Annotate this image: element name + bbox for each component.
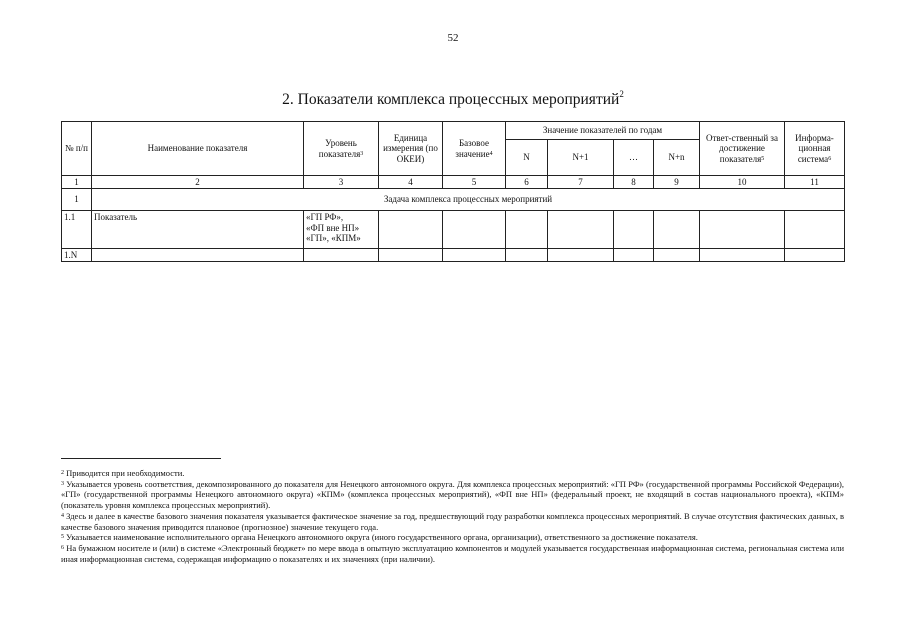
- row-cell: [92, 249, 304, 262]
- column-number: 2: [92, 176, 304, 189]
- header-level-text: Уровень показателя: [318, 138, 361, 159]
- section-title-footnote-ref: 2: [619, 89, 624, 99]
- footnote-marker: 2: [61, 470, 64, 476]
- footnote-divider: [61, 458, 221, 459]
- column-number: 1: [62, 176, 92, 189]
- row-cell: [443, 249, 506, 262]
- header-base-text: Базовое значение: [455, 138, 490, 159]
- header-years-group: Значение показателей по годам: [506, 122, 700, 140]
- task-row-text: Задача комплекса процессных мероприятий: [92, 189, 845, 211]
- indicators-table: [61, 121, 845, 262]
- header-year-n1: N+1: [548, 140, 614, 176]
- header-base-footnote-ref: 4: [489, 150, 493, 157]
- footnote-marker: 6: [61, 544, 64, 551]
- footnote-text: Здесь и далее в качестве базового значения показателя указывается фактическое значение за год, предшествующий году разработки комплекса процессных мероприятий. В случае отсутствия фактических данных, в качестве базового значения приводится плановое (прогнозное) значение текущего года.: [61, 510, 844, 532]
- task-row-num: 1: [62, 189, 92, 211]
- header-num: № п/п: [62, 122, 92, 176]
- row-cell: [614, 249, 654, 262]
- footnote: [61, 511, 844, 532]
- header-info-system-text: Информа-ционная система: [795, 132, 834, 164]
- header-level: [304, 122, 379, 176]
- table-row: [62, 249, 845, 262]
- row-num: 1.1: [62, 211, 92, 249]
- row-level: [304, 211, 379, 249]
- column-number: 5: [443, 176, 506, 189]
- footnote-text: Приводится при необходимости.: [66, 468, 185, 478]
- row-level-line: «ГП РФ»,: [306, 212, 344, 222]
- row-num: 1.N: [62, 249, 92, 262]
- section-title: [0, 91, 906, 109]
- footnote-text: Указывается уровень соответствия, декомпозированного до показателя для Ненецкого автономного округа. Для комплекса процессных мероприятий: «ГП РФ» (государственной программы Российской Федерации), «ГП» (государственной программы Ненецкого автономного округа) «КПМ» (комплекса процессных мероприятий), «ФП вне НП» (федеральный проект, не входящий в состав национального проекта), «КПМ» (показатель уровня комплекса процессных мероприятий).: [61, 478, 844, 511]
- footnotes: [61, 458, 844, 564]
- column-number: 6: [506, 176, 548, 189]
- row-cell: [700, 211, 785, 249]
- header-base: [443, 122, 506, 176]
- row-cell: [304, 249, 379, 262]
- header-year-dots: …: [614, 140, 654, 176]
- row-cell: [654, 211, 700, 249]
- footnote-marker: 5: [61, 534, 64, 541]
- table-row: [62, 211, 845, 249]
- header-responsible: [700, 122, 785, 176]
- column-number: 11: [785, 176, 845, 189]
- row-cell: [785, 211, 845, 249]
- column-number: 10: [700, 176, 785, 189]
- section-title-text: 2. Показатели комплекса процессных мероприятий: [282, 91, 620, 108]
- column-number-row: [62, 176, 845, 189]
- row-indicator-name: Показатель: [92, 211, 304, 249]
- column-number: 3: [304, 176, 379, 189]
- row-cell: [700, 249, 785, 262]
- footnote: [61, 479, 844, 511]
- column-number: 8: [614, 176, 654, 189]
- header-year-n: N: [506, 140, 548, 176]
- row-cell: [548, 249, 614, 262]
- row-cell: [506, 249, 548, 262]
- footnote-text: На бумажном носителе и (или) в системе «Электронный бюджет» по мере ввода в опытную эксплуатацию компонентов и модулей указывается государственная информационная система, региональная система или иная информационная система, содержащая информацию о показателях и их значениях (при наличии).: [61, 542, 844, 564]
- column-number: 7: [548, 176, 614, 189]
- footnote: [61, 468, 844, 479]
- header-year-nn: N+n: [654, 140, 700, 176]
- header-unit: Единица измерения (по ОКЕИ): [379, 122, 443, 176]
- row-cell: [654, 249, 700, 262]
- row-cell: [785, 249, 845, 262]
- row-cell: [379, 249, 443, 262]
- footnote: [61, 543, 844, 564]
- footnote-text: Указывается наименование исполнительного органа Ненецкого автономного округа (иного государственного органа, организации), ответственного за достижение показателя.: [66, 532, 698, 543]
- row-cell: [443, 211, 506, 249]
- header-level-footnote-ref: 3: [360, 150, 364, 157]
- header-responsible-footnote-ref: 5: [761, 155, 765, 162]
- footnote-marker: 3: [61, 480, 64, 487]
- row-cell: [548, 211, 614, 249]
- row-cell: [614, 211, 654, 249]
- task-row: [62, 189, 845, 211]
- page-number: 52: [447, 32, 459, 44]
- column-number: 4: [379, 176, 443, 189]
- footnote-marker: 4: [61, 512, 64, 519]
- row-level-line: «ФП вне НП»: [306, 222, 360, 233]
- header-info-system-footnote-ref: 6: [828, 155, 832, 162]
- row-level-line: «ГП», «КПМ»: [306, 233, 361, 243]
- row-cell: [506, 211, 548, 249]
- footnote: [61, 532, 844, 543]
- column-number: 9: [654, 176, 700, 189]
- row-cell: [379, 211, 443, 249]
- header-responsible-text: Ответ-ственный за достижение показателя: [706, 132, 778, 164]
- header-name: Наименование показателя: [92, 122, 304, 176]
- header-info-system: [785, 122, 845, 176]
